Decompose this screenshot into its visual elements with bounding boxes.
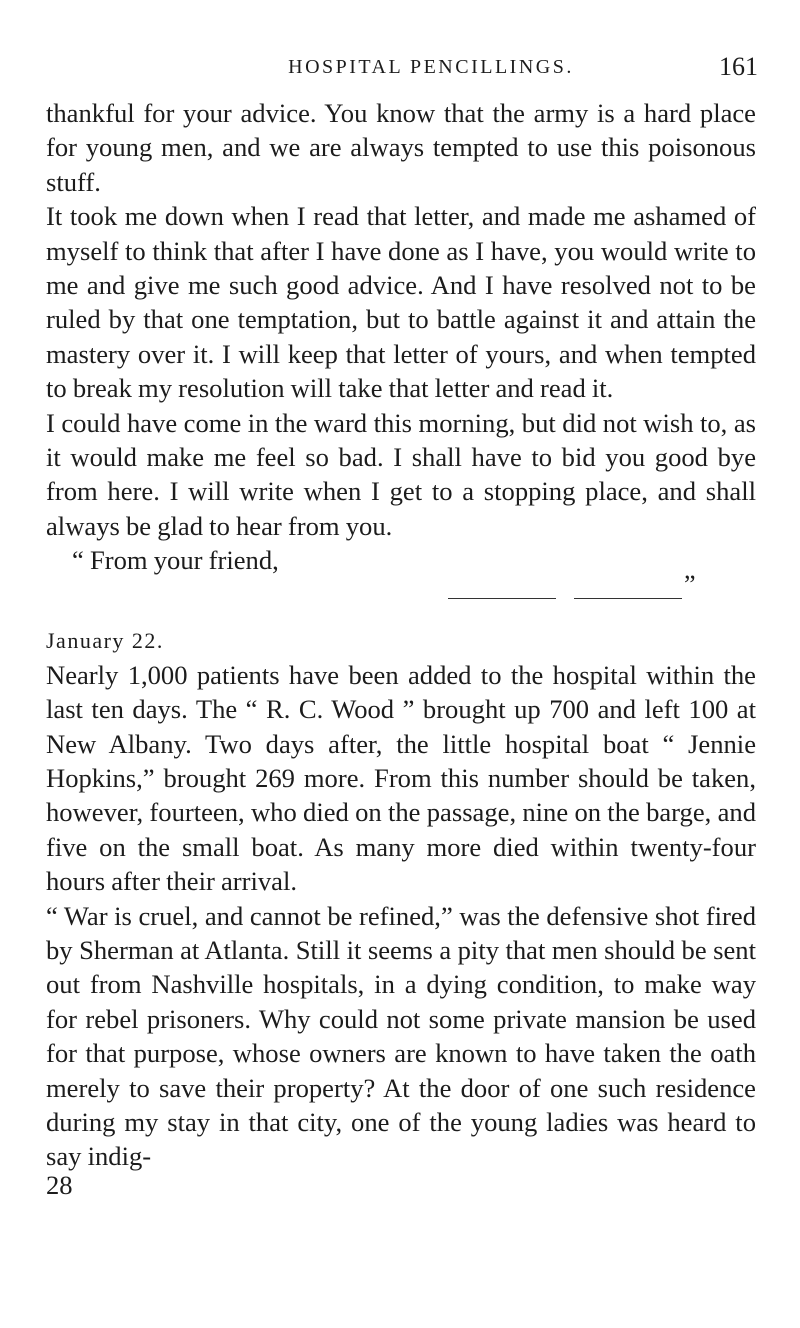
page-number: 161	[719, 52, 758, 81]
body-text-continued	[46, 658, 756, 1174]
paragraph: “ War is cruel, and cannot be refined,” was the defensive shot fired by Sherman at Atlanta. Still it seems a pity that men should be sent out from Nashville hospitals, in a dying condition, to make way for rebel prisoners. Why could not some private mansion be used for that purpose, whose owners are known to have taken the oath merely to save their property? At the door of one such residence during my stay in that city, one of the young ladies was heard to say indig-	[46, 900, 756, 1172]
signature-blank	[46, 569, 756, 618]
running-title: HOSPITAL PENCILLINGS.	[288, 56, 574, 78]
paragraph: It took me down when I read that letter, and made me ashamed of myself to think that after I have done as I have, you would write to me and give me such good advice. And I have resolved not to be ruled by that one temptation, but to battle against it and attain the mastery over it. I will keep that letter of yours, and when tempted to break my resolution will take that letter and read it.	[46, 201, 756, 404]
signature-blank-first	[448, 598, 556, 599]
running-head	[46, 52, 758, 96]
letter-closing: “ From your friend,	[72, 545, 279, 576]
paragraph: thankful for your advice. You know that the army is a hard place for young men, and we are always tempted to use this poisonous stuff.	[46, 98, 756, 197]
book-page	[46, 52, 758, 1202]
signature-blank-second	[574, 598, 682, 599]
closing-quote-mark: ”	[684, 569, 696, 599]
paragraph: I could have come in the ward this morning, but did not wish to, as it would make me feel so bad. I shall have to bid you good bye from here. I will write when I get to a stopping place, and shall always be glad to hear from you.	[46, 407, 756, 541]
entry-date: January 22.	[46, 627, 164, 653]
body-text	[46, 96, 756, 578]
signature-mark: 28	[46, 1169, 73, 1200]
paragraph: Nearly 1,000 patients have been added to the hospital within the last ten days. The “ R. C. Wood ” brought up 700 and left 100 at New Albany. Two days after, the little hospital boat “ Jennie Hopkins,” brought 269 more. From this number should be taken, however, fourteen, who died on the passage, nine on the barge, and five on the small boat. As many more died within twenty-four hours after their arrival.	[46, 659, 756, 897]
